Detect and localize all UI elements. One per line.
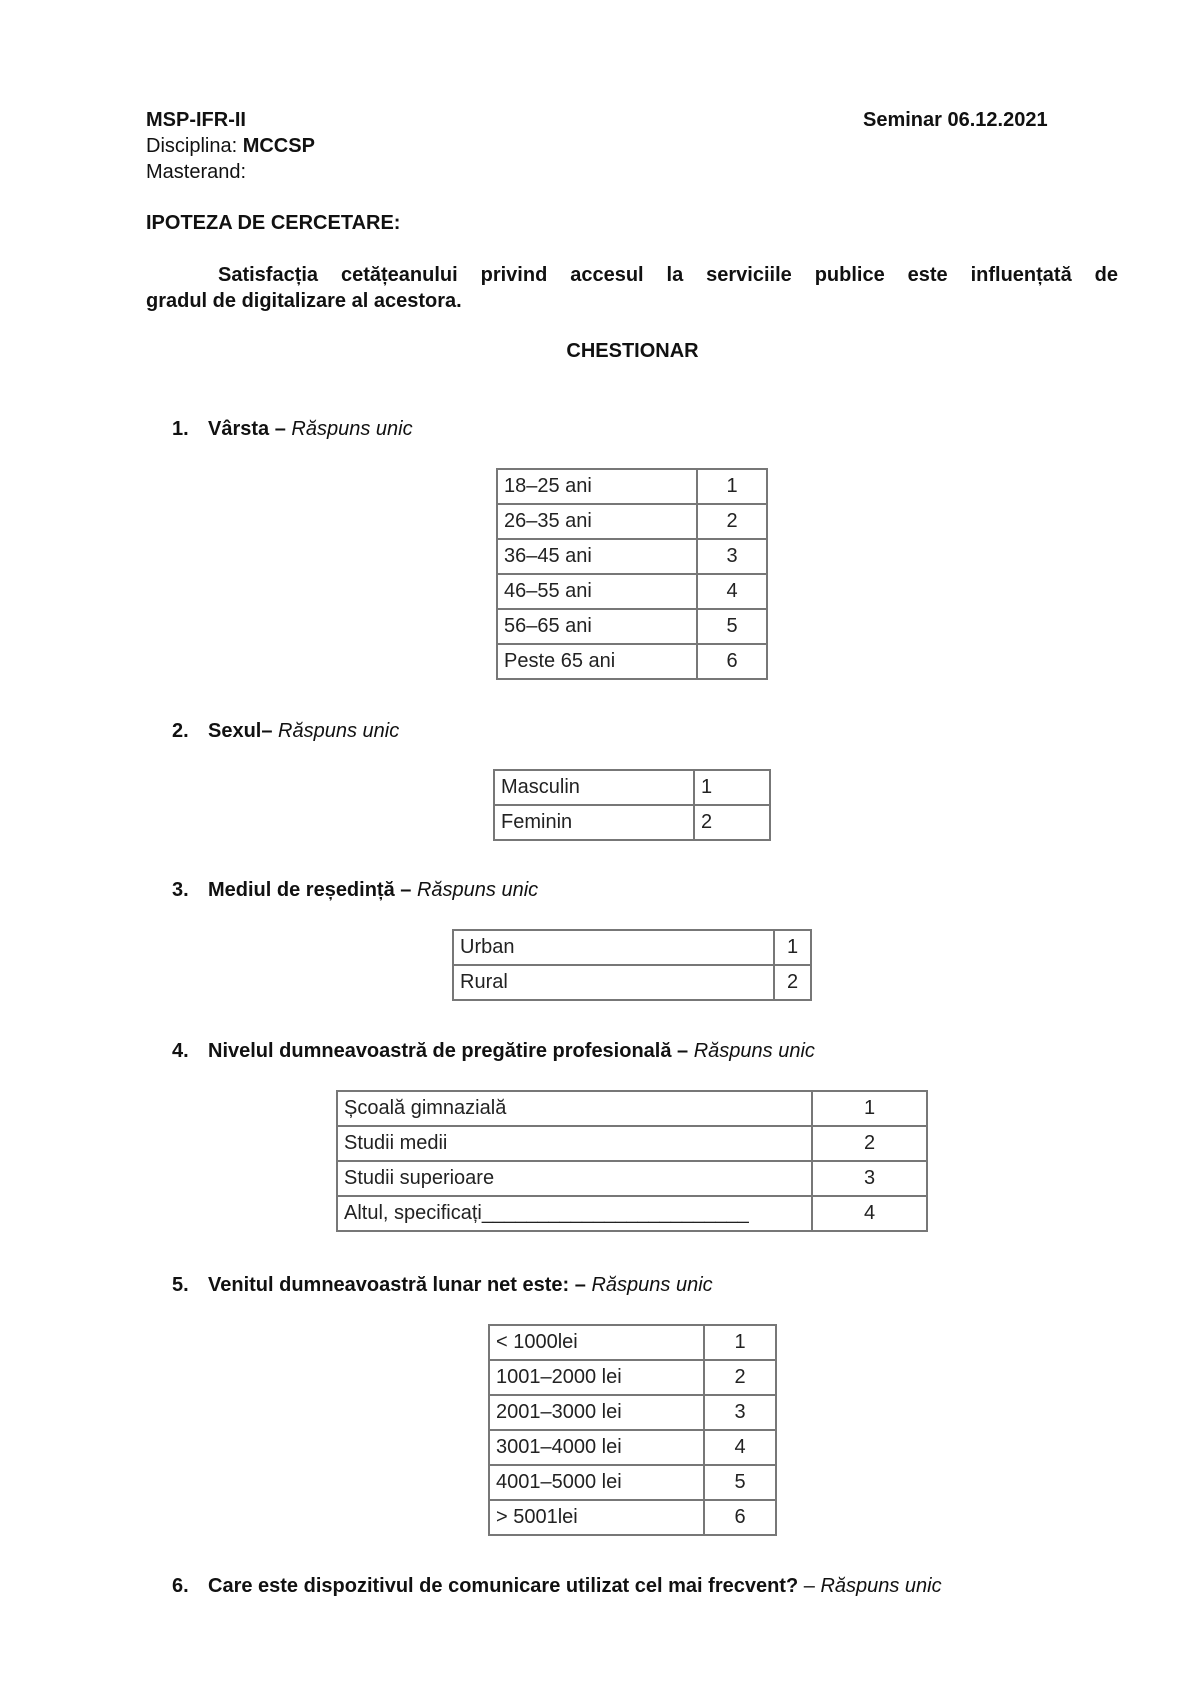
option-label: > 5001lei xyxy=(489,1500,704,1535)
option-row[interactable] xyxy=(494,805,770,840)
option-code: 6 xyxy=(704,1500,776,1535)
option-code: 2 xyxy=(694,805,770,840)
answer-type: Răspuns unic xyxy=(820,1575,942,1597)
question-number: 3. xyxy=(172,879,189,901)
discipline-line xyxy=(146,134,315,158)
seminar-date: Seminar 06.12.2021 xyxy=(863,109,1048,131)
option-label: 46–55 ani xyxy=(497,574,697,609)
option-row[interactable] xyxy=(337,1196,927,1231)
options-table-age xyxy=(496,468,768,680)
question-title: Sexul– xyxy=(208,720,279,742)
option-label: 2001–3000 lei xyxy=(489,1395,704,1430)
question-5 xyxy=(172,1273,713,1297)
discipline-value: MCCSP xyxy=(242,135,315,157)
option-code: 1 xyxy=(812,1091,927,1126)
option-code: 2 xyxy=(812,1126,927,1161)
answer-type: Răspuns unic xyxy=(591,1274,713,1296)
question-number: 4. xyxy=(172,1040,189,1062)
option-label: 56–65 ani xyxy=(497,609,697,644)
option-row[interactable] xyxy=(497,574,767,609)
option-label: Rural xyxy=(453,965,774,1000)
option-label: Urban xyxy=(453,930,774,965)
hypothesis-title: IPOTEZA DE CERCETARE: xyxy=(146,212,401,234)
discipline-label: Disciplina: xyxy=(146,135,243,157)
options-table-education xyxy=(336,1090,928,1232)
option-row[interactable] xyxy=(494,770,770,805)
option-row[interactable] xyxy=(497,469,767,504)
option-label: Feminin xyxy=(494,805,694,840)
option-label: 18–25 ani xyxy=(497,469,697,504)
answer-type: Răspuns unic xyxy=(416,879,539,901)
option-row[interactable] xyxy=(489,1465,776,1500)
option-row[interactable] xyxy=(497,609,767,644)
option-code: 4 xyxy=(697,574,767,609)
option-code: 1 xyxy=(694,770,770,805)
question-4 xyxy=(172,1039,815,1063)
option-label: Studii medii xyxy=(337,1126,812,1161)
option-label: Altul, specificați________________________ xyxy=(337,1196,812,1231)
option-row[interactable] xyxy=(453,965,811,1000)
option-code: 5 xyxy=(697,609,767,644)
question-title-suffix: – xyxy=(798,1575,821,1597)
option-label: Peste 65 ani xyxy=(497,644,697,679)
option-code: 3 xyxy=(704,1395,776,1430)
option-row[interactable] xyxy=(337,1091,927,1126)
option-code: 1 xyxy=(697,469,767,504)
question-title: Vârsta – xyxy=(208,418,292,440)
options-table-residence xyxy=(452,929,812,1001)
option-row[interactable] xyxy=(497,504,767,539)
question-title: Mediul de reședință – xyxy=(208,879,417,901)
option-label: 1001–2000 lei xyxy=(489,1360,704,1395)
option-code: 4 xyxy=(704,1430,776,1465)
option-row[interactable] xyxy=(337,1126,927,1161)
option-row[interactable] xyxy=(337,1161,927,1196)
option-label: 26–35 ani xyxy=(497,504,697,539)
program-code: MSP-IFR-II xyxy=(146,109,246,131)
option-row[interactable] xyxy=(489,1500,776,1535)
option-code: 4 xyxy=(812,1196,927,1231)
option-label: 4001–5000 lei xyxy=(489,1465,704,1500)
question-3 xyxy=(172,878,538,902)
options-table-sex xyxy=(493,769,771,841)
option-label: Masculin xyxy=(494,770,694,805)
option-code: 1 xyxy=(774,930,811,965)
question-title: Care este dispozitivul de comunicare utilizat cel mai frecvent? xyxy=(208,1575,799,1597)
question-title: Nivelul dumneavoastră de pregătire profesională – xyxy=(208,1040,694,1062)
option-code: 2 xyxy=(774,965,811,1000)
question-number: 5. xyxy=(172,1274,189,1296)
option-code: 5 xyxy=(704,1465,776,1500)
question-1 xyxy=(172,417,413,441)
question-number: 6. xyxy=(172,1575,189,1597)
question-2 xyxy=(172,719,399,743)
question-number: 2. xyxy=(172,720,189,742)
option-code: 2 xyxy=(697,504,767,539)
option-code: 3 xyxy=(812,1161,927,1196)
option-row[interactable] xyxy=(489,1360,776,1395)
option-code: 3 xyxy=(697,539,767,574)
answer-type: Răspuns unic xyxy=(693,1040,815,1062)
options-table-income xyxy=(488,1324,777,1536)
question-6 xyxy=(172,1574,942,1598)
student-label: Masterand: xyxy=(146,161,247,183)
hypothesis-text-line1: Satisfacția cetățeanului privind accesul la serviciile publice este influențată de xyxy=(218,264,1118,286)
answer-type: Răspuns unic xyxy=(278,720,400,742)
option-row[interactable] xyxy=(453,930,811,965)
option-label: < 1000lei xyxy=(489,1325,704,1360)
answer-type: Răspuns unic xyxy=(291,418,413,440)
option-label: Școală gimnazială xyxy=(337,1091,812,1126)
question-title: Venitul dumneavoastră lunar net este: – xyxy=(208,1274,592,1296)
option-row[interactable] xyxy=(489,1430,776,1465)
option-row[interactable] xyxy=(497,644,767,679)
option-label: 36–45 ani xyxy=(497,539,697,574)
option-row[interactable] xyxy=(497,539,767,574)
option-label: 3001–4000 lei xyxy=(489,1430,704,1465)
hypothesis-text-line2: gradul de digitalizare al acestora. xyxy=(146,290,462,312)
option-code: 1 xyxy=(704,1325,776,1360)
option-code: 6 xyxy=(697,644,767,679)
option-row[interactable] xyxy=(489,1395,776,1430)
option-row[interactable] xyxy=(489,1325,776,1360)
questionnaire-title: CHESTIONAR xyxy=(566,340,699,362)
question-number: 1. xyxy=(172,418,189,440)
option-label: Studii superioare xyxy=(337,1161,812,1196)
option-code: 2 xyxy=(704,1360,776,1395)
